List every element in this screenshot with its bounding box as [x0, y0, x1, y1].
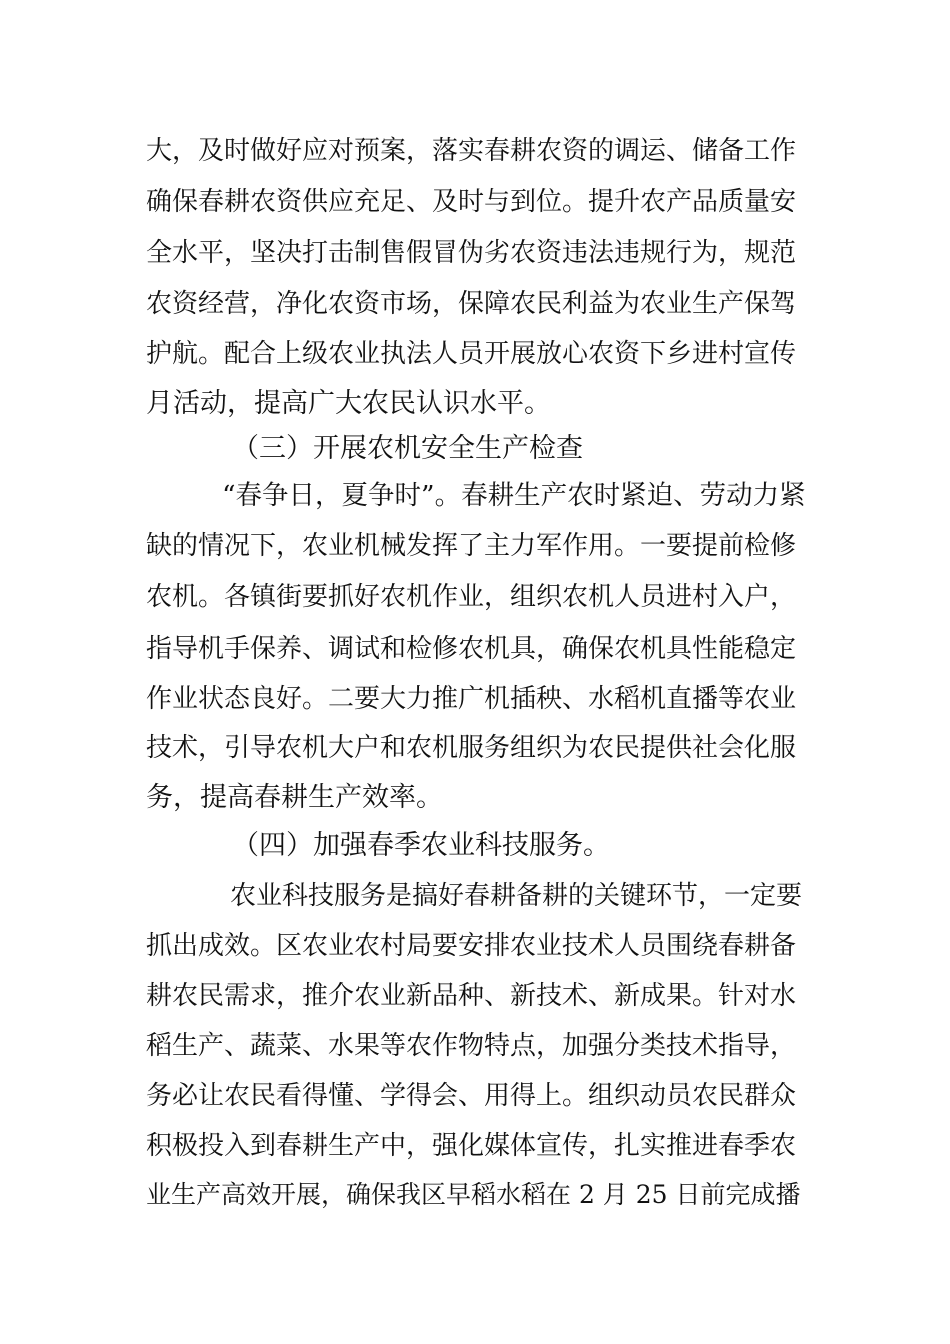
paragraph-line: 业生产高效开展，确保我区早稻水稻在 2 月 25 日前完成播	[146, 1180, 801, 1209]
paragraph-line: 农机。各镇街要抓好农机作业，组织农机人员进村入户，	[146, 582, 797, 612]
section-heading: （三）开展农机安全生产检查	[232, 433, 583, 464]
paragraph-line: 抓出成效。区农业农村局要安排农业技术人员围绕春耕备	[146, 931, 797, 961]
paragraph-line: 指导机手保养、调试和检修农机具，确保农机具性能稳定	[146, 634, 797, 664]
section-heading: （四）加强春季农业科技服务。	[232, 830, 610, 861]
paragraph-line: 缺的情况下，农业机械发挥了主力军作用。一要提前检修	[146, 531, 797, 561]
paragraph-line: 稻生产、蔬菜、水果等农作物特点，加强分类技术指导，	[146, 1031, 797, 1061]
paragraph-line: 大，及时做好应对预案，落实春耕农资的调运、储备工作	[146, 136, 797, 166]
paragraph-line: 农业科技服务是搞好春耕备耕的关键环节，一定要	[230, 881, 803, 911]
paragraph-line: 全水平，坚决打击制售假冒伪劣农资违法违规行为，规范	[146, 238, 797, 268]
paragraph-line: 确保春耕农资供应充足、及时与到位。提升农产品质量安	[146, 187, 797, 217]
paragraph-line: 耕农民需求，推介农业新品种、新技术、新成果。针对水	[146, 981, 797, 1011]
paragraph-line: 务，提高春耕生产效率。	[146, 782, 443, 813]
paragraph-line: 积极投入到春耕生产中，强化媒体宣传，扎实推进春季农	[146, 1131, 797, 1161]
paragraph-line: 护航。配合上级农业执法人员开展放心农资下乡进村宣传	[146, 339, 797, 369]
paragraph-line: 月活动，提高广大农民认识水平。	[146, 388, 551, 419]
paragraph-line: “春争日，夏争时”。春耕生产农时紧迫、劳动力紧	[222, 480, 806, 511]
paragraph-line: 务必让农民看得懂、学得会、用得上。组织动员农民群众	[146, 1081, 797, 1111]
paragraph-line: 技术，引导农机大户和农机服务组织为农民提供社会化服	[146, 733, 797, 763]
paragraph-line: 作业状态良好。二要大力推广机插秧、水稻机直播等农业	[146, 684, 797, 714]
paragraph-line: 农资经营，净化农资市场，保障农民利益为农业生产保驾	[146, 289, 797, 319]
